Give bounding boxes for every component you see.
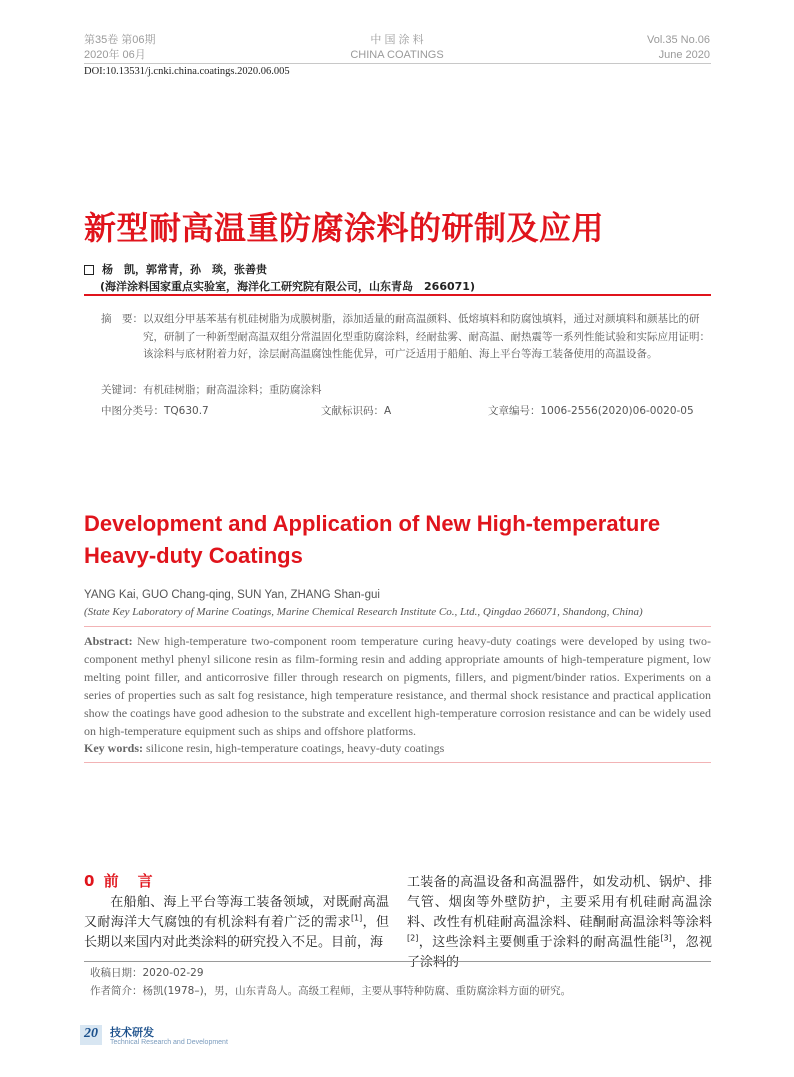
page-number: 20 bbox=[84, 1026, 98, 1041]
authors-cn-row bbox=[84, 261, 267, 277]
keywords-en-label: Key words: bbox=[84, 741, 143, 755]
authors-cn: 杨 凯，郭常青，孙 琰，张善贵 bbox=[102, 263, 267, 276]
abstract-cn-label: 摘 要： bbox=[101, 313, 143, 325]
abstract-en-bottom-rule bbox=[84, 762, 711, 763]
body-text: ，忽视了涂料的 bbox=[407, 935, 712, 970]
title-en: Development and Application of New High-temperature Heavy-duty Coatings bbox=[84, 511, 661, 568]
section-heading: 0 前 言 bbox=[84, 872, 155, 890]
citation-link[interactable]: [3] bbox=[660, 933, 672, 943]
abstract-cn-text: 以双组分甲基苯基有机硅树脂为成膜树脂，添加适量的耐高温颜料、低熔填料和防腐蚀填料，通过对颜填料和颜基比的研究，研制了一种新型耐高温双组分常温固化型重防腐涂料，经耐盐雾、耐高温、耐热震等一系列性能试验和实际应用证明：该涂料与底材附着力好，涂层耐高温腐蚀性能优异，可广泛适用于船舶、海上平台等海工装备使用的高温设备。 bbox=[143, 313, 710, 360]
header-divider bbox=[84, 63, 711, 64]
authors-en: YANG Kai, GUO Chang-qing, SUN Yan, ZHANG Shan-gui bbox=[84, 589, 380, 601]
clc-number: 中图分类号：TQ630.7 bbox=[101, 405, 209, 417]
journal-name-cn: 中 国 涂 料 bbox=[370, 34, 424, 46]
document-code: 文献标识码：A bbox=[321, 405, 392, 417]
abstract-en-top-rule bbox=[84, 626, 711, 627]
affiliation-cn: (海洋涂料国家重点实验室，海洋化工研究院有限公司，山东青岛 266071) bbox=[100, 280, 475, 293]
footer-section-cn: 技术研发 bbox=[110, 1026, 154, 1039]
journal-name-en: CHINA COATINGS bbox=[350, 49, 444, 61]
title-divider bbox=[84, 294, 711, 296]
footer-section-en: Technical Research and Development bbox=[110, 1039, 228, 1046]
square-icon bbox=[84, 265, 94, 275]
volume-issue-en: Vol.35 No.06 bbox=[647, 34, 710, 46]
body-column-right bbox=[407, 873, 712, 973]
volume-issue-cn: 第35卷 第06期 bbox=[84, 34, 156, 46]
date-cn: 2020年 06月 bbox=[84, 49, 146, 61]
abstract-en-text: New high-temperature two-component room temperature curing heavy-duty coatings were developed by using two-component methyl phenyl silicone resin as film-forming resin and adding appropriate amounts of high-temperature pigment, low melting point filler, and anticorrosive filler through research on pigments, fillers, and pigment/binder ratios. Experiments on a series of properties such as salt fog resistance, high temperature resistance, and thermal shock resistance and practical application show the coatings have good adhesion to the substrate and excellent high-temperature corrosion resistance and can be widely used on high-temperature equipment such as ships and offshore platforms. bbox=[84, 634, 711, 738]
footnote-divider bbox=[84, 961, 711, 962]
date-en: June 2020 bbox=[658, 49, 710, 61]
body-text: 工装备的高温设备和高温器件，如发动机、锅炉、排气管、烟囱等外壁防护，主要采用有机硅耐高温涂料、改性有机硅耐高温涂料、硅酮耐高温涂料等涂料 bbox=[407, 875, 712, 930]
citation-link[interactable]: [2] bbox=[407, 933, 419, 943]
received-date: 收稿日期：2020-02-29 bbox=[90, 967, 204, 979]
journal-volume-info-en bbox=[647, 33, 710, 63]
article-number: 文章编号：1006-2556(2020)06-0020-05 bbox=[488, 405, 694, 417]
body-text: ，但长期以来国内对此类涂料的研究投入不足。目前，海 bbox=[84, 915, 389, 950]
author-bio: 作者简介：杨凯(1978–)，男，山东青岛人。高级工程师，主要从事特种防腐、重防腐涂料方面的研究。 bbox=[90, 985, 572, 997]
body-text: 在船舶、海上平台等海工装备领域，对既耐高温又耐海洋大气腐蚀的有机涂料有着广泛的需求 bbox=[84, 895, 389, 930]
doi: DOI:10.13531/j.cnki.china.coatings.2020.06.005 bbox=[84, 66, 290, 77]
keywords-en bbox=[84, 741, 444, 756]
abstract-en bbox=[84, 632, 711, 740]
body-text: ，这些涂料主要侧重于涂料的耐高温性能 bbox=[418, 935, 661, 950]
keywords-cn: 关键词：有机硅树脂；耐高温涂料；重防腐涂料 bbox=[101, 384, 322, 396]
abstract-cn bbox=[101, 311, 711, 364]
keywords-en-text: silicone resin, high-temperature coatings, heavy-duty coatings bbox=[146, 741, 445, 755]
body-column-left bbox=[84, 893, 389, 953]
affiliation-en: (State Key Laboratory of Marine Coatings, Marine Chemical Research Institute Co., Ltd., Qingdao 266071, Shandong, China) bbox=[84, 606, 643, 618]
abstract-en-label: Abstract: bbox=[84, 634, 133, 648]
title-cn: 新型耐高温重防腐涂料的研制及应用 bbox=[84, 209, 605, 247]
citation-link[interactable]: [1] bbox=[350, 913, 363, 923]
